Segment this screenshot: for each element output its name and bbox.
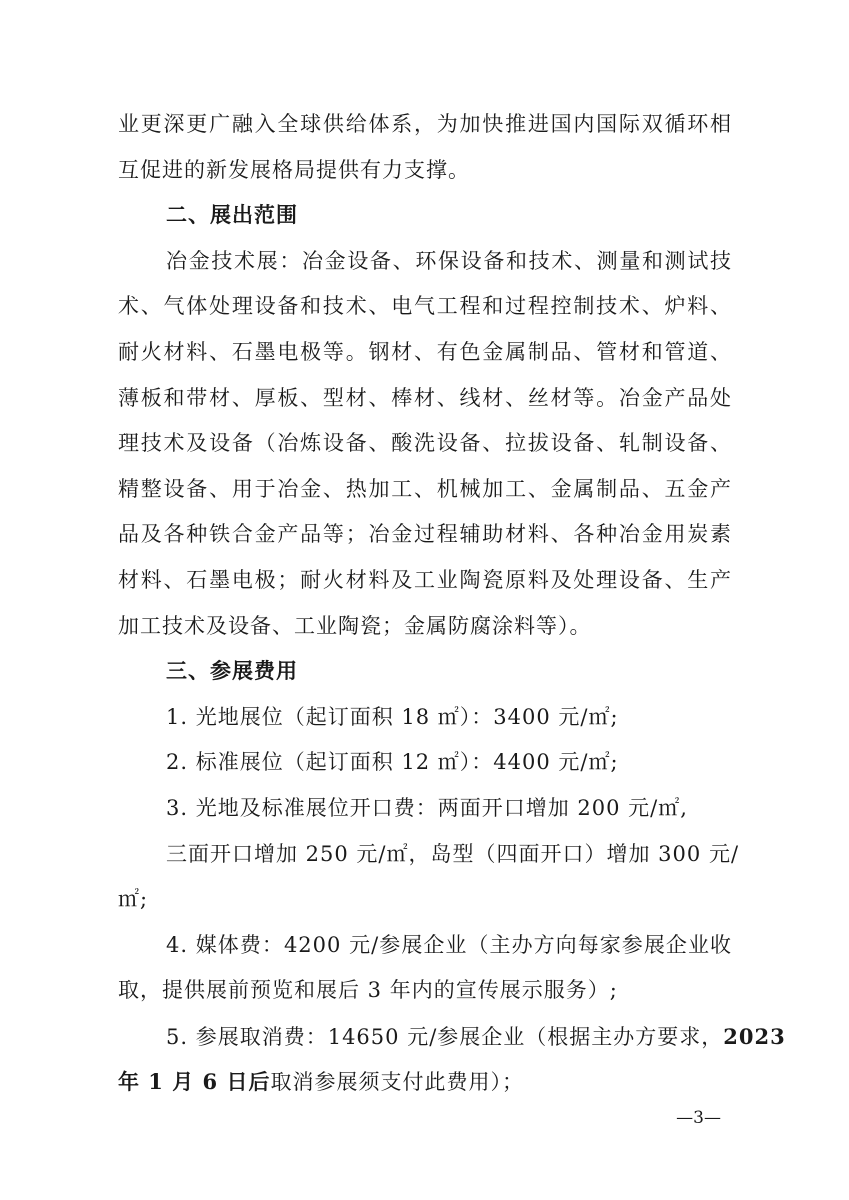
cancellation-fee-end: 取消参展须支付此费用）； (270, 1070, 524, 1095)
paragraph-line: 薄板和带材、厚板、型材、棒材、线材、丝材等。冶金产品处 (118, 385, 732, 410)
section-heading-fees: 三、参展费用 (166, 659, 298, 684)
paragraph-line: 互促进的新发展格局提供有力支撑。 (118, 157, 470, 182)
paragraph-line: 理技术及设备（冶炼设备、酸洗设备、拉拔设备、轧制设备、 (118, 431, 732, 456)
cancellation-year: 2023 (723, 1023, 786, 1049)
paragraph-line: 耐火材料、石墨电极等。钢材、有色金属制品、管材和管道、 (118, 339, 732, 364)
page-number: —3— (676, 1108, 721, 1128)
section-heading-exhibit-scope: 二、展出范围 (166, 203, 298, 228)
fee-item-cancellation-fee (118, 1014, 786, 1060)
paragraph-line: 材料、石墨电极；耐火材料及工业陶瓷原料及处理设备、生产 (118, 567, 732, 592)
cancellation-fee-text: 5. 参展取消费：14650 元/参展企业（根据主办方要求， (166, 1024, 724, 1049)
paragraph-line: 冶金技术展：冶金设备、环保设备和技术、测量和测试技 (166, 248, 732, 273)
fee-item-media-fee: 4. 媒体费：4200 元/参展企业（主办方向每家参展企业收 (166, 932, 732, 957)
fee-item-media-fee-continued: 取，提供展前预览和展后 3 年内的宣传展示服务）; (118, 978, 618, 1003)
fee-item-standard-booth: 2. 标准展位（起订面积 12 ㎡）：4400 元/㎡; (166, 750, 619, 775)
paragraph-line: 精整设备、用于冶金、热加工、机械加工、金属制品、五金产 (118, 476, 732, 501)
fee-item-opening-fee: 3. 光地及标准展位开口费：两面开口增加 200 元/㎡, (166, 795, 688, 820)
fee-item-raw-space: 1. 光地展位（起订面积 18 ㎡）：3400 元/㎡; (166, 704, 619, 729)
paragraph-line: 加工技术及设备、工业陶瓷；金属防腐涂料等）。 (118, 613, 592, 638)
paragraph-line: 术、气体处理设备和技术、电气工程和过程控制技术、炉料、 (118, 294, 732, 319)
paragraph-line: 品及各种铁合金产品等；冶金过程辅助材料、各种冶金用炭素 (118, 522, 732, 547)
cancellation-deadline: 年 1 月 6 日后 (118, 1069, 271, 1095)
paragraph-line: 业更深更广融入全球供给体系，为加快推进国内国际双循环相 (118, 112, 732, 136)
fee-item-opening-fee-end: ㎡; (118, 887, 149, 912)
fee-item-opening-fee-continued: 三面开口增加 250 元/㎡，岛型（四面开口）增加 300 元/ (166, 841, 740, 866)
document-body (118, 102, 786, 1105)
fee-item-cancellation-fee-continued (118, 1059, 732, 1105)
